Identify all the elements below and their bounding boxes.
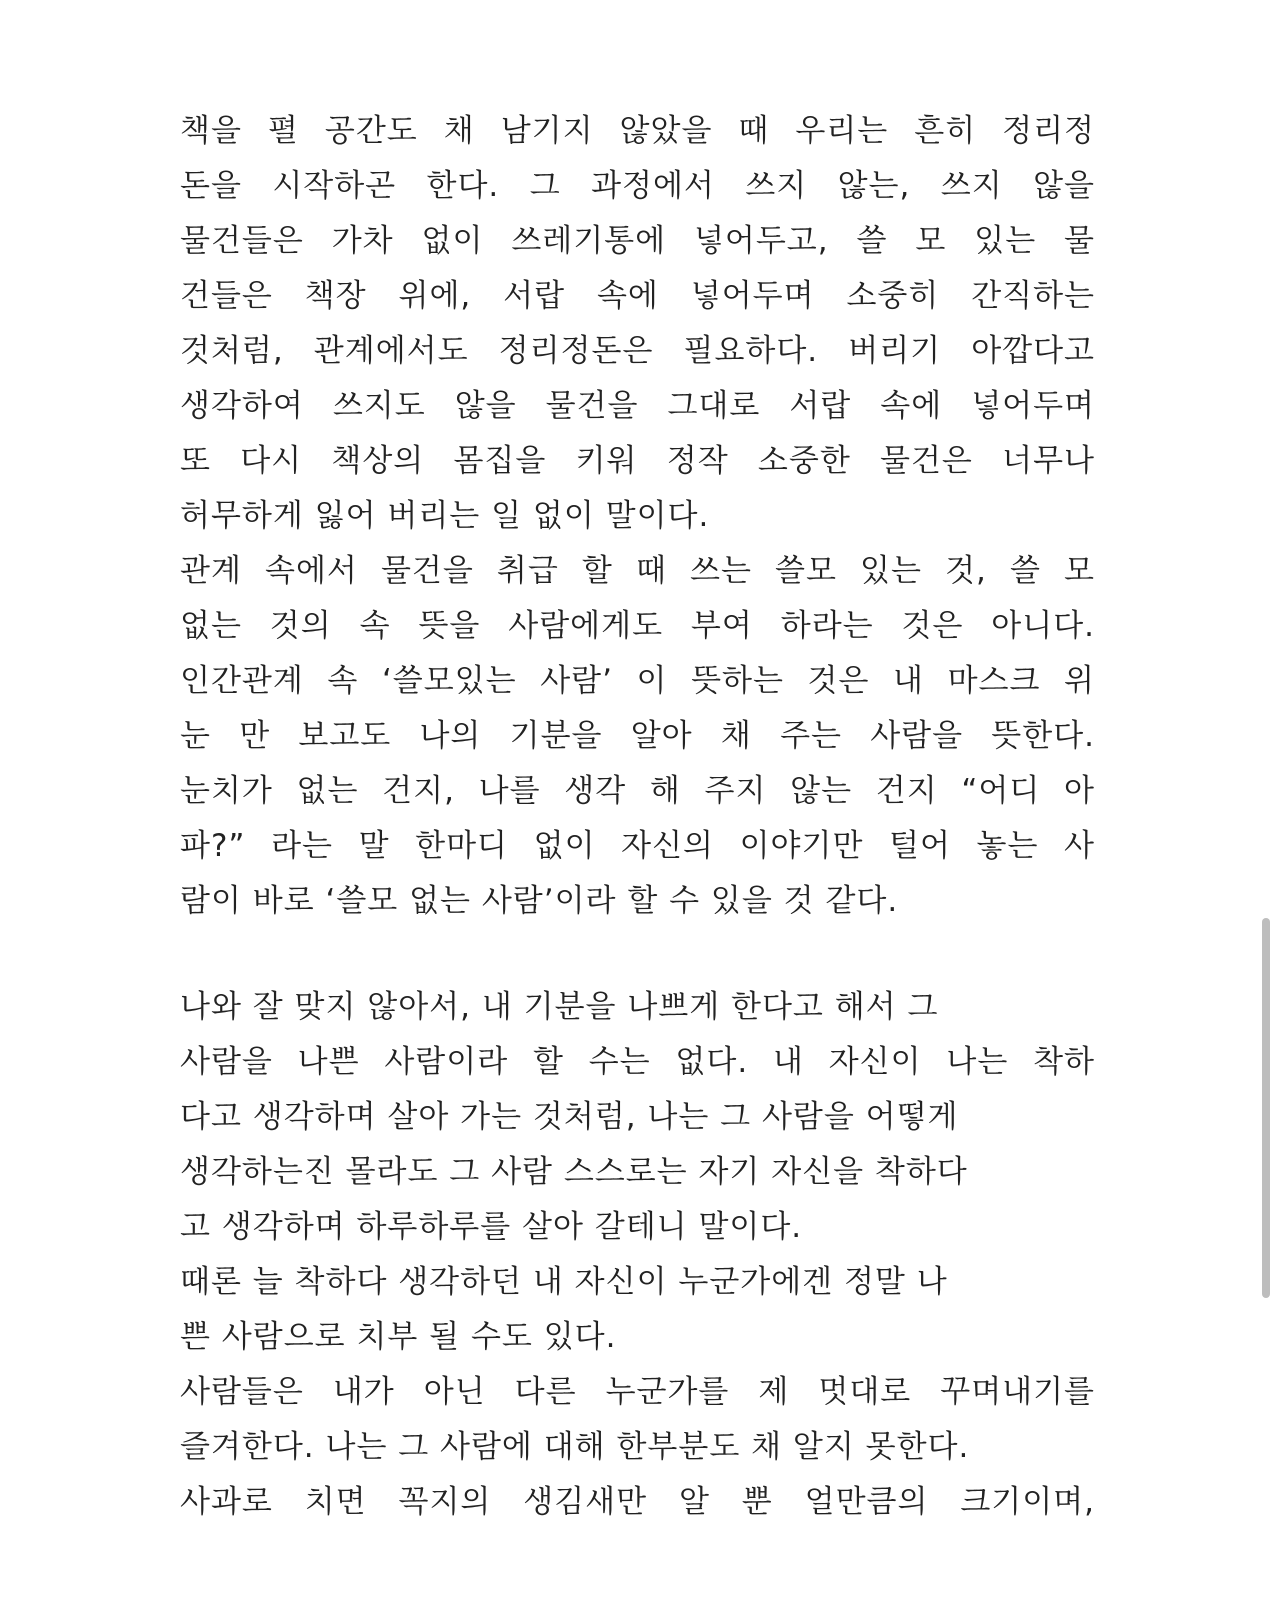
text-line: 또 다시 책상의 몸집을 키워 정작 소중한 물건은 너무나 <box>180 443 1095 479</box>
text-line: 인간관계 속 ‘쓸모있는 사람’ 이 뜻하는 것은 내 마스크 위 <box>180 663 1095 699</box>
text-line: 쁜 사람으로 치부 될 수도 있다. <box>180 1319 617 1355</box>
paragraph-second <box>180 980 1095 1530</box>
text-line: 관계 속에서 물건을 취급 할 때 쓰는 쓸모 있는 것, 쓸 모 <box>180 553 1095 589</box>
scrollbar-track[interactable] <box>1260 0 1272 1600</box>
text-line: 사람들은 내가 아닌 다른 누군가를 제 멋대로 꾸며내기를 <box>180 1374 1095 1410</box>
text-line: 건들은 책장 위에, 서랍 속에 넣어두며 소중히 간직하는 <box>180 278 1095 314</box>
text-line: 돈을 시작하곤 한다. 그 과정에서 쓰지 않는, 쓰지 않을 <box>180 168 1095 204</box>
text-line: 책을 펼 공간도 채 남기지 않았을 때 우리는 흔히 정리정 <box>180 113 1095 149</box>
text-line: 다고 생각하며 살아 가는 것처럼, 나는 그 사람을 어떻게 <box>180 1099 959 1135</box>
text-line: 람이 바로 ‘쓸모 없는 사람’이라 할 수 있을 것 같다. <box>180 883 899 919</box>
text-line: 허무하게 잃어 버리는 일 없이 말이다. <box>180 498 710 534</box>
text-line: 없는 것의 속 뜻을 사람에게도 부여 하라는 것은 아니다. <box>180 608 1095 644</box>
text-line: 고 생각하며 하루하루를 살아 갈테니 말이다. <box>180 1209 803 1245</box>
text-line: 사람을 나쁜 사람이라 할 수는 없다. 내 자신이 나는 착하 <box>180 1044 1095 1080</box>
text-line: 때론 늘 착하다 생각하던 내 자신이 누군가에겐 정말 나 <box>180 1264 948 1300</box>
text-line: 나와 잘 맞지 않아서, 내 기분을 나쁘게 한다고 해서 그 <box>180 989 939 1025</box>
text-line: 생각하는진 몰라도 그 사람 스스로는 자기 자신을 착하다 <box>180 1154 968 1190</box>
text-line: 물건들은 가차 없이 쓰레기통에 넣어두고, 쓸 모 있는 물 <box>180 223 1095 259</box>
text-line: 것처럼, 관계에서도 정리정돈은 필요하다. 버리기 아깝다고 <box>180 333 1095 369</box>
text-line: 눈 만 보고도 나의 기분을 알아 채 주는 사람을 뜻한다. <box>180 718 1095 754</box>
text-line: 생각하여 쓰지도 않을 물건을 그대로 서랍 속에 넣어두며 <box>180 388 1095 424</box>
paragraph-first <box>180 104 1095 929</box>
scrollbar-thumb[interactable] <box>1262 918 1270 1298</box>
text-line: 사과로 치면 꼭지의 생김새만 알 뿐 얼만큼의 크기이며, <box>180 1484 1095 1520</box>
text-line: 파?” 라는 말 한마디 없이 자신의 이야기만 털어 놓는 사 <box>180 828 1095 864</box>
text-line: 눈치가 없는 건지, 나를 생각 해 주지 않는 건지 “어디 아 <box>180 773 1095 809</box>
text-line: 즐겨한다. 나는 그 사람에 대해 한부분도 채 알지 못한다. <box>180 1429 970 1465</box>
